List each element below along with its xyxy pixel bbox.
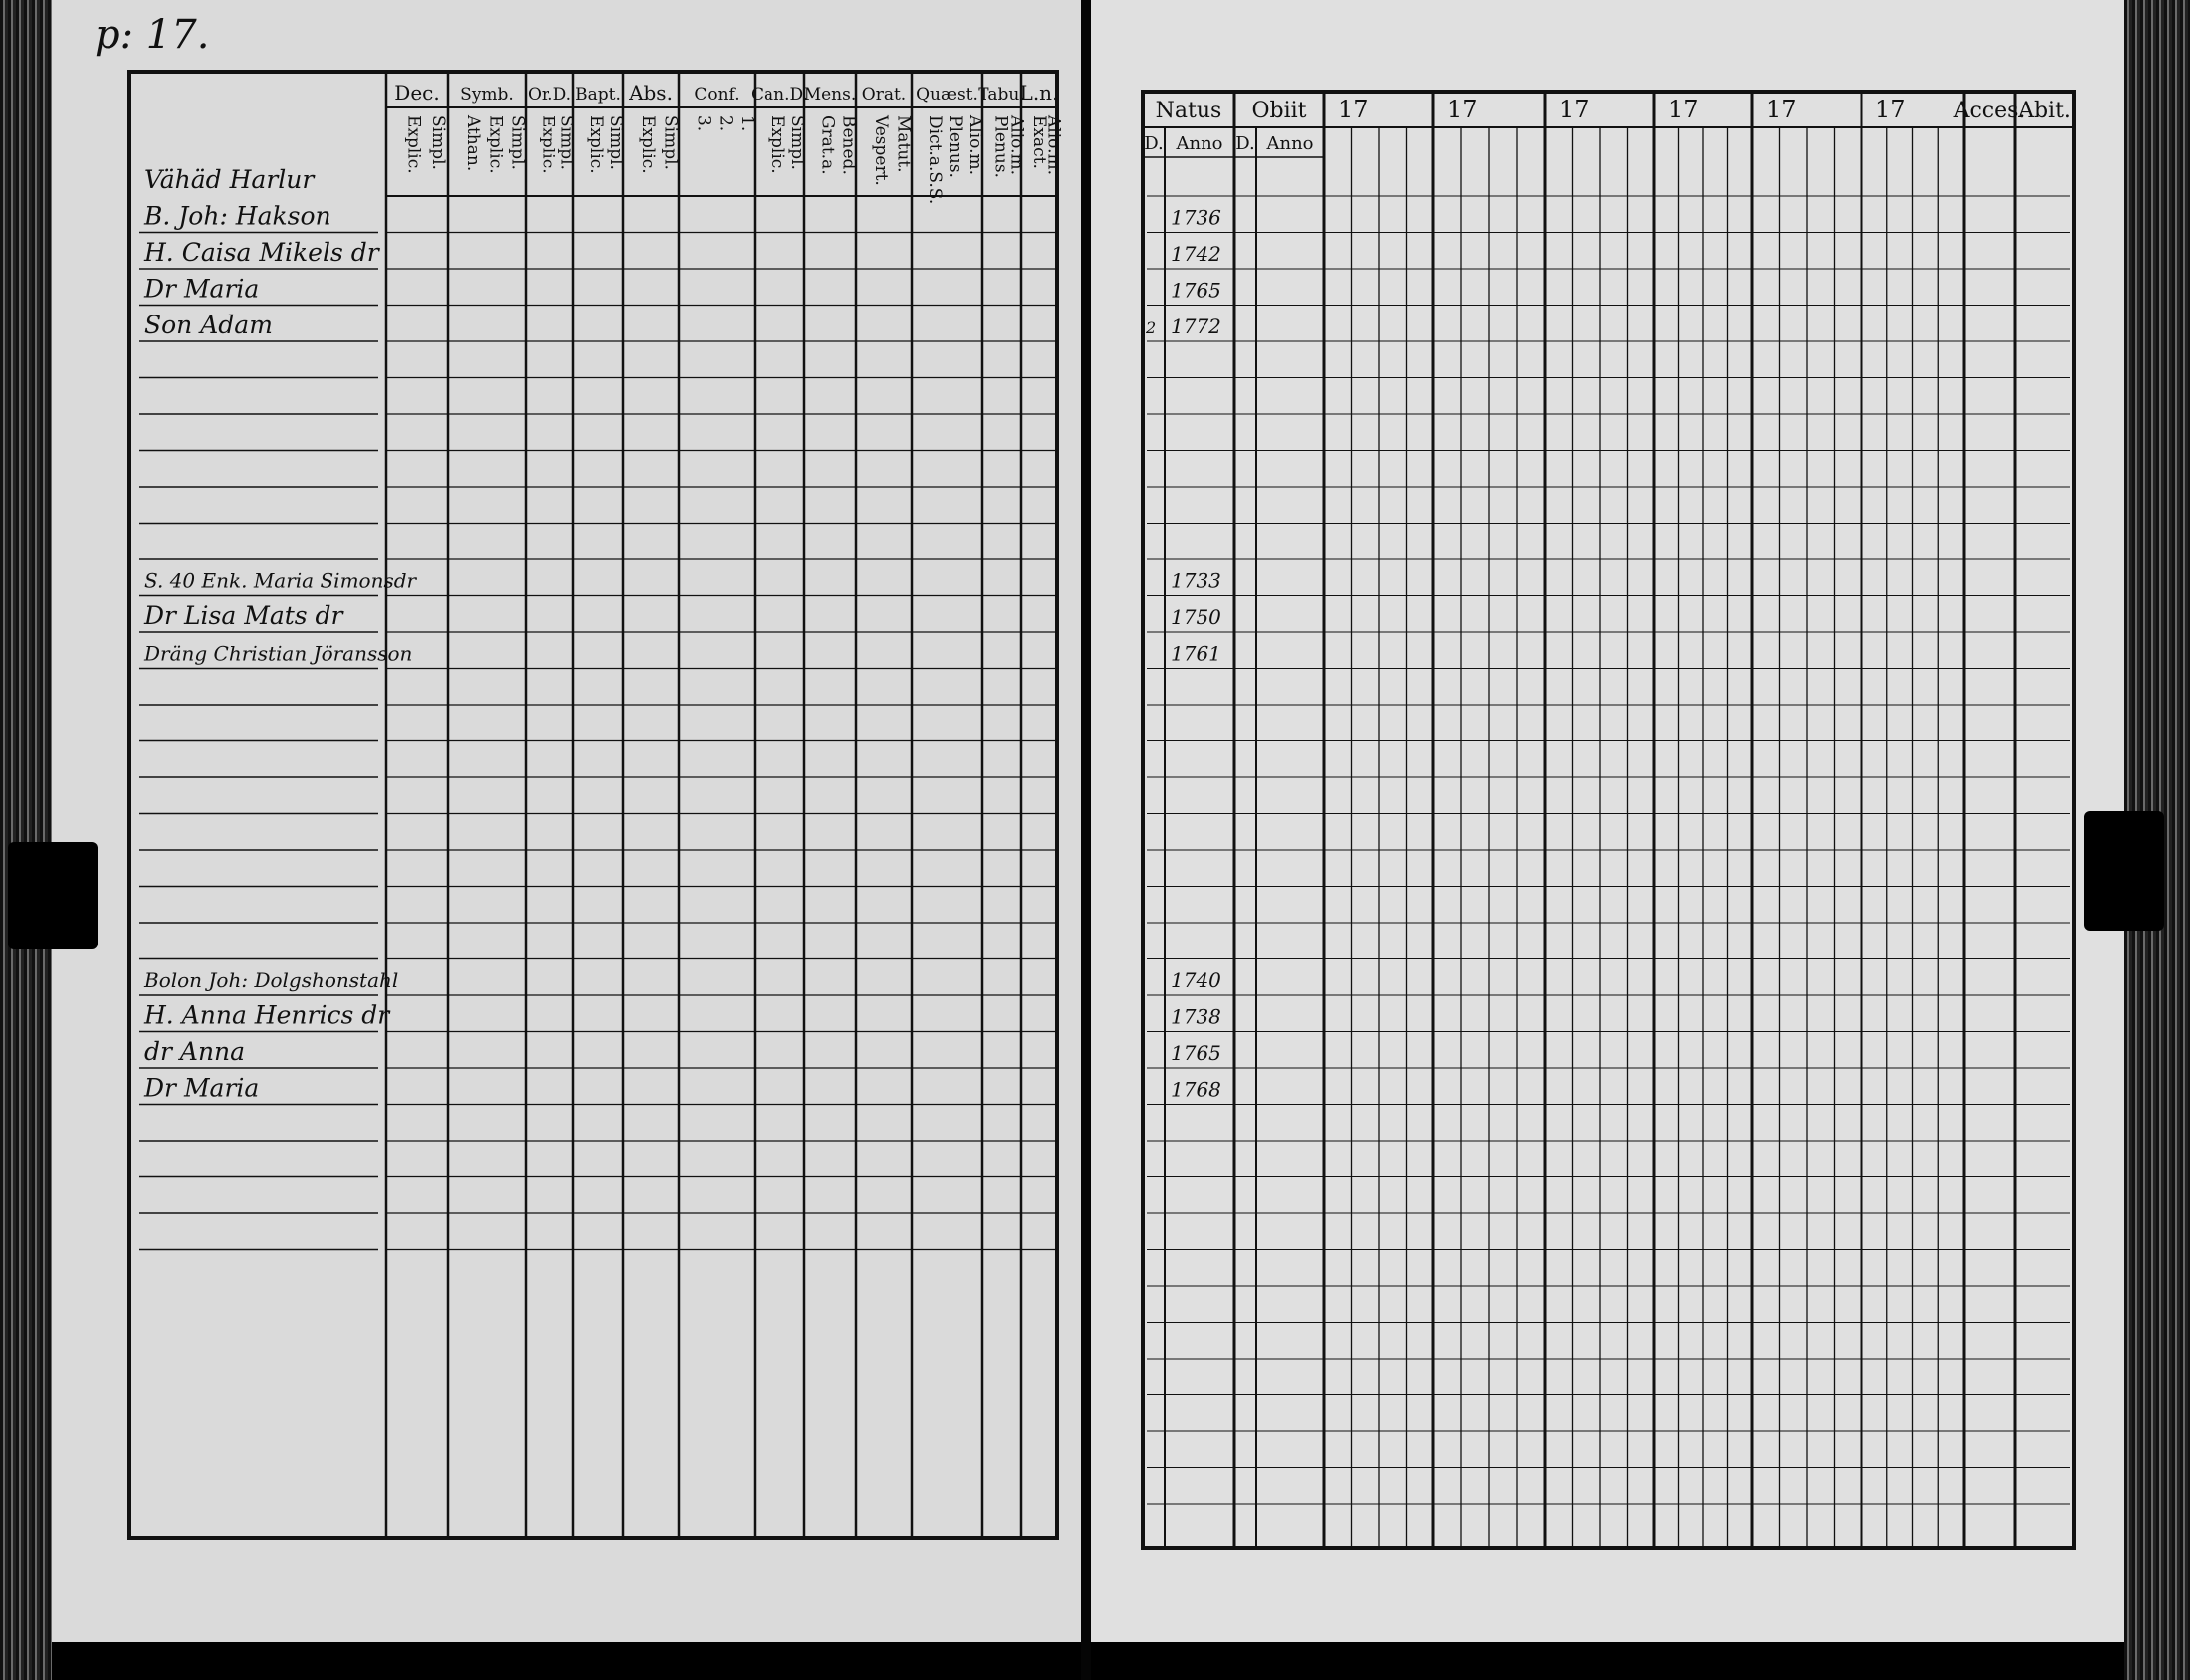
birth-year: 1772 bbox=[1171, 315, 1221, 338]
right-column-header: Acces. bbox=[1953, 99, 2026, 123]
left-column-header: Tabu. bbox=[978, 85, 1025, 105]
left-column-subheader: Simpl. bbox=[660, 115, 681, 170]
left-column-subheader: Simpl. bbox=[507, 115, 528, 170]
left-column-subheader: Explic. bbox=[403, 115, 424, 174]
left-column-header: Symb. bbox=[460, 85, 514, 105]
household-member-name: S. 40 Enk. Maria Simonsdr bbox=[144, 568, 417, 593]
household-member-name: Son Adam bbox=[144, 311, 273, 339]
right-column-subheader: Anno bbox=[1176, 133, 1223, 154]
right-column-header: 17 bbox=[1559, 96, 1590, 123]
side-mark: 2 bbox=[1146, 318, 1157, 337]
household-member-name: Dr Lisa Mats dr bbox=[144, 601, 343, 630]
left-column-subheader: 1. bbox=[736, 115, 757, 132]
left-column-subheader: Athan. bbox=[463, 115, 484, 172]
right-column-subheader: Anno bbox=[1266, 133, 1314, 154]
left-column-header: Abs. bbox=[629, 81, 673, 105]
right-column-header: 17 bbox=[1338, 96, 1369, 123]
household-member-name: Dr Maria bbox=[144, 1073, 260, 1103]
right-column-header: Natus bbox=[1155, 99, 1222, 123]
right-column-header: 17 bbox=[1875, 96, 1906, 123]
page-number: p: 17. bbox=[95, 12, 210, 58]
left-column-header: Conf. bbox=[694, 85, 740, 105]
left-column-subheader: Explic. bbox=[767, 115, 787, 174]
left-column-subheader: Simpl. bbox=[556, 115, 577, 170]
left-column-subheader: Alio.m. bbox=[1006, 115, 1027, 176]
household-member-name: B. Joh: Hakson bbox=[144, 201, 331, 231]
household-member-name: H. Anna Henrics dr bbox=[144, 1000, 390, 1030]
left-column-subheader: Plenus. bbox=[945, 115, 965, 178]
left-column-subheader: Bened. bbox=[838, 115, 859, 175]
left-column-header: Can.D. bbox=[751, 85, 808, 105]
left-column-header: L.n. bbox=[1019, 81, 1059, 105]
left-column-subheader: Simpl. bbox=[606, 115, 626, 170]
birth-year: 1768 bbox=[1171, 1077, 1221, 1102]
left-column-subheader: Exact. bbox=[1028, 115, 1049, 169]
right-column-subheader: D. bbox=[1144, 133, 1164, 154]
birth-year: 1765 bbox=[1171, 1041, 1221, 1065]
household-member-name: Dr Maria bbox=[144, 274, 260, 304]
birth-year: 1740 bbox=[1171, 968, 1221, 992]
birth-year: 1738 bbox=[1171, 1004, 1221, 1029]
left-column-header: Quæst. bbox=[916, 85, 978, 105]
birth-year: 1742 bbox=[1171, 242, 1221, 266]
left-column-subheader: 3. bbox=[693, 115, 714, 132]
birth-year: 1765 bbox=[1171, 278, 1221, 303]
left-column-subheader: Plenus. bbox=[990, 115, 1011, 178]
right-column-subheader: D. bbox=[1235, 133, 1255, 154]
right-column-header: 17 bbox=[1668, 96, 1699, 123]
left-column-header: Bapt. bbox=[575, 85, 621, 105]
left-column-subheader: Grat.a. bbox=[817, 115, 838, 175]
household-member-name: dr Anna bbox=[144, 1037, 246, 1066]
birth-year: 1736 bbox=[1171, 205, 1221, 230]
left-column-subheader: Explic. bbox=[485, 115, 506, 174]
household-member-name: Bolon Joh: Dolgshonstahl bbox=[144, 968, 399, 992]
left-column-subheader: Explic. bbox=[638, 115, 659, 174]
left-column-subheader: 2. bbox=[715, 115, 736, 132]
left-column-subheader: Simpl. bbox=[787, 115, 807, 170]
left-column-subheader: Explic. bbox=[538, 115, 558, 174]
household-member-name: Dräng Christian Jöransson bbox=[144, 641, 413, 666]
left-column-header: Orat. bbox=[861, 85, 907, 105]
household-member-name: Vähäd Harlur bbox=[144, 165, 315, 194]
birth-year: 1750 bbox=[1171, 605, 1221, 629]
right-column-header: Abit. bbox=[2018, 99, 2071, 123]
left-column-subheader: Alio.m. bbox=[965, 115, 985, 176]
right-table-border bbox=[1143, 92, 2074, 1548]
left-table-border bbox=[129, 72, 1057, 1538]
household-member-name: H. Caisa Mikels dr bbox=[144, 238, 379, 267]
birth-year: 1733 bbox=[1171, 568, 1221, 593]
left-column-subheader: Dict.a.S.S. bbox=[925, 115, 945, 205]
right-column-header: 17 bbox=[1766, 96, 1797, 123]
left-column-subheader: Vespert. bbox=[871, 115, 892, 186]
left-column-header: Mens. bbox=[803, 85, 857, 105]
right-column-header: 17 bbox=[1447, 96, 1478, 123]
left-column-header: Or.D. bbox=[527, 85, 572, 105]
left-column-subheader: Alio.m. bbox=[1043, 115, 1064, 176]
birth-year: 1761 bbox=[1171, 641, 1221, 666]
left-column-subheader: Matut. bbox=[893, 115, 914, 173]
left-column-header: Dec. bbox=[394, 81, 440, 105]
left-column-subheader: Explic. bbox=[586, 115, 606, 174]
right-column-header: Obiit bbox=[1251, 99, 1307, 123]
left-column-subheader: Simpl. bbox=[428, 115, 449, 170]
